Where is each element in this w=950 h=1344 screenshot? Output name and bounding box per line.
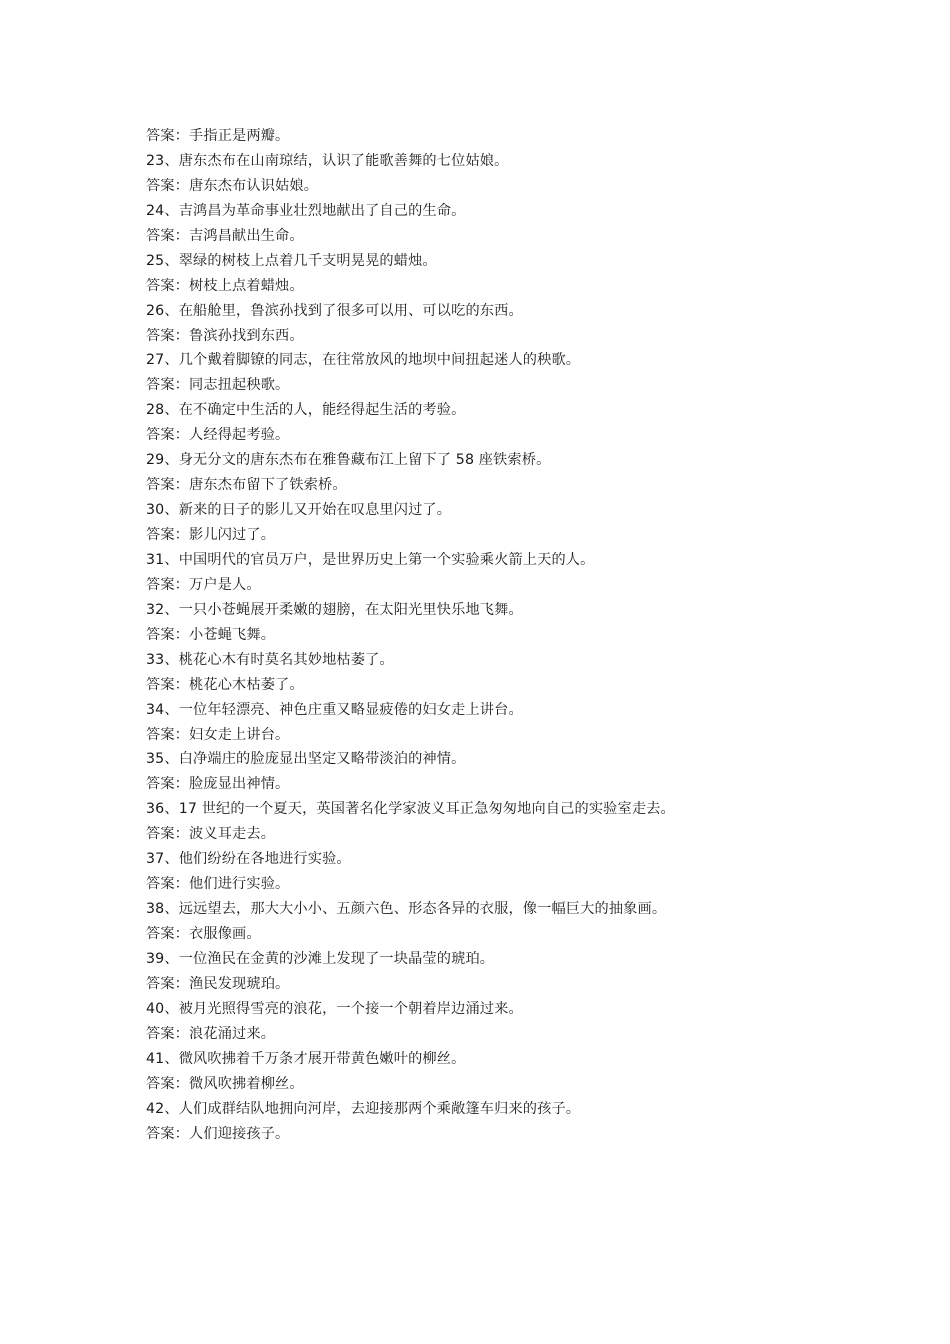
answer-line: 答案：小苍蝇飞舞。 (146, 626, 276, 643)
answer-line: 答案：波义耳走去。 (146, 826, 276, 843)
answer-line: 答案：鲁滨孙找到东西。 (146, 327, 304, 344)
question-line: 25、翠绿的树枝上点着几千支明晃晃的蜡烛。 (146, 252, 437, 269)
question-line: 40、被月光照得雪亮的浪花，一个接一个朝着岸边涌过来。 (146, 1000, 523, 1017)
question-line: 37、他们纷纷在各地进行实验。 (146, 851, 351, 868)
question-line: 26、在船舱里，鲁滨孙找到了很多可以用、可以吃的东西。 (146, 302, 523, 319)
answer-line: 答案：人经得起考验。 (146, 427, 290, 444)
question-line: 29、身无分文的唐东杰布在雅鲁藏布江上留下了 58 座铁索桥。 (146, 452, 551, 469)
question-line: 36、17 世纪的一个夏天，英国著名化学家波义耳正急匆匆地向自己的实验室走去。 (146, 801, 675, 818)
answer-line: 答案：人们迎接孩子。 (146, 1125, 290, 1142)
question-line: 27、几个戴着脚镣的同志，在往常放风的地坝中间扭起迷人的秧歌。 (146, 352, 581, 369)
answer-line: 答案：他们进行实验。 (146, 876, 290, 893)
answer-line: 答案：手指正是两瓣。 (146, 128, 290, 144)
answer-line: 答案：脸庞显出神情。 (146, 776, 290, 793)
question-line: 38、远远望去，那大大小小、五颜六色、形态各异的衣服，像一幅巨大的抽象画。 (146, 901, 667, 918)
answer-line: 答案：唐东杰布留下了铁索桥。 (146, 477, 347, 494)
answer-line: 答案：微风吹拂着柳丝。 (146, 1075, 304, 1092)
question-line: 28、在不确定中生活的人，能经得起生活的考验。 (146, 402, 466, 419)
question-line: 23、唐东杰布在山南琼结，认识了能歌善舞的七位姑娘。 (146, 152, 509, 169)
answer-line: 答案：吉鸿昌献出生命。 (146, 227, 304, 244)
answer-line: 答案：桃花心木枯萎了。 (146, 676, 304, 693)
question-line: 34、一位年轻漂亮、神色庄重又略显疲倦的妇女走上讲台。 (146, 701, 523, 718)
answer-line: 答案：浪花涌过来。 (146, 1025, 276, 1042)
question-line: 39、一位渔民在金黄的沙滩上发现了一块晶莹的琥珀。 (146, 950, 495, 967)
answer-line: 答案：衣服像画。 (146, 926, 261, 942)
question-line: 30、新来的日子的影儿又开始在叹息里闪过了。 (146, 502, 452, 519)
question-line: 41、微风吹拂着千万条才展开带黄色嫩叶的柳丝。 (146, 1050, 466, 1067)
answer-line: 答案：唐东杰布认识姑娘。 (146, 177, 319, 194)
question-line: 32、一只小苍蝇展开柔嫩的翅膀，在太阳光里快乐地飞舞。 (146, 601, 523, 618)
question-line: 42、人们成群结队地拥向河岸，去迎接那两个乘敞篷车归来的孩子。 (146, 1100, 581, 1117)
question-line: 33、桃花心木有时莫名其妙地枯萎了。 (146, 651, 394, 668)
answer-line: 答案：渔民发现琥珀。 (146, 975, 290, 992)
answer-line: 答案：树枝上点着蜡烛。 (146, 277, 304, 294)
question-line: 24、吉鸿昌为革命事业壮烈地献出了自己的生命。 (146, 202, 466, 219)
document-body (146, 124, 846, 1146)
question-line: 31、中国明代的官员万户，是世界历史上第一个实验乘火箭上天的人。 (146, 551, 595, 568)
answer-line: 答案：同志扭起秧歌。 (146, 377, 290, 394)
answer-line: 答案：万户是人。 (146, 576, 261, 593)
question-line: 35、白净端庄的脸庞显出坚定又略带淡泊的神情。 (146, 751, 466, 768)
answer-line: 答案：妇女走上讲台。 (146, 726, 290, 743)
answer-line: 答案：影儿闪过了。 (146, 527, 276, 543)
